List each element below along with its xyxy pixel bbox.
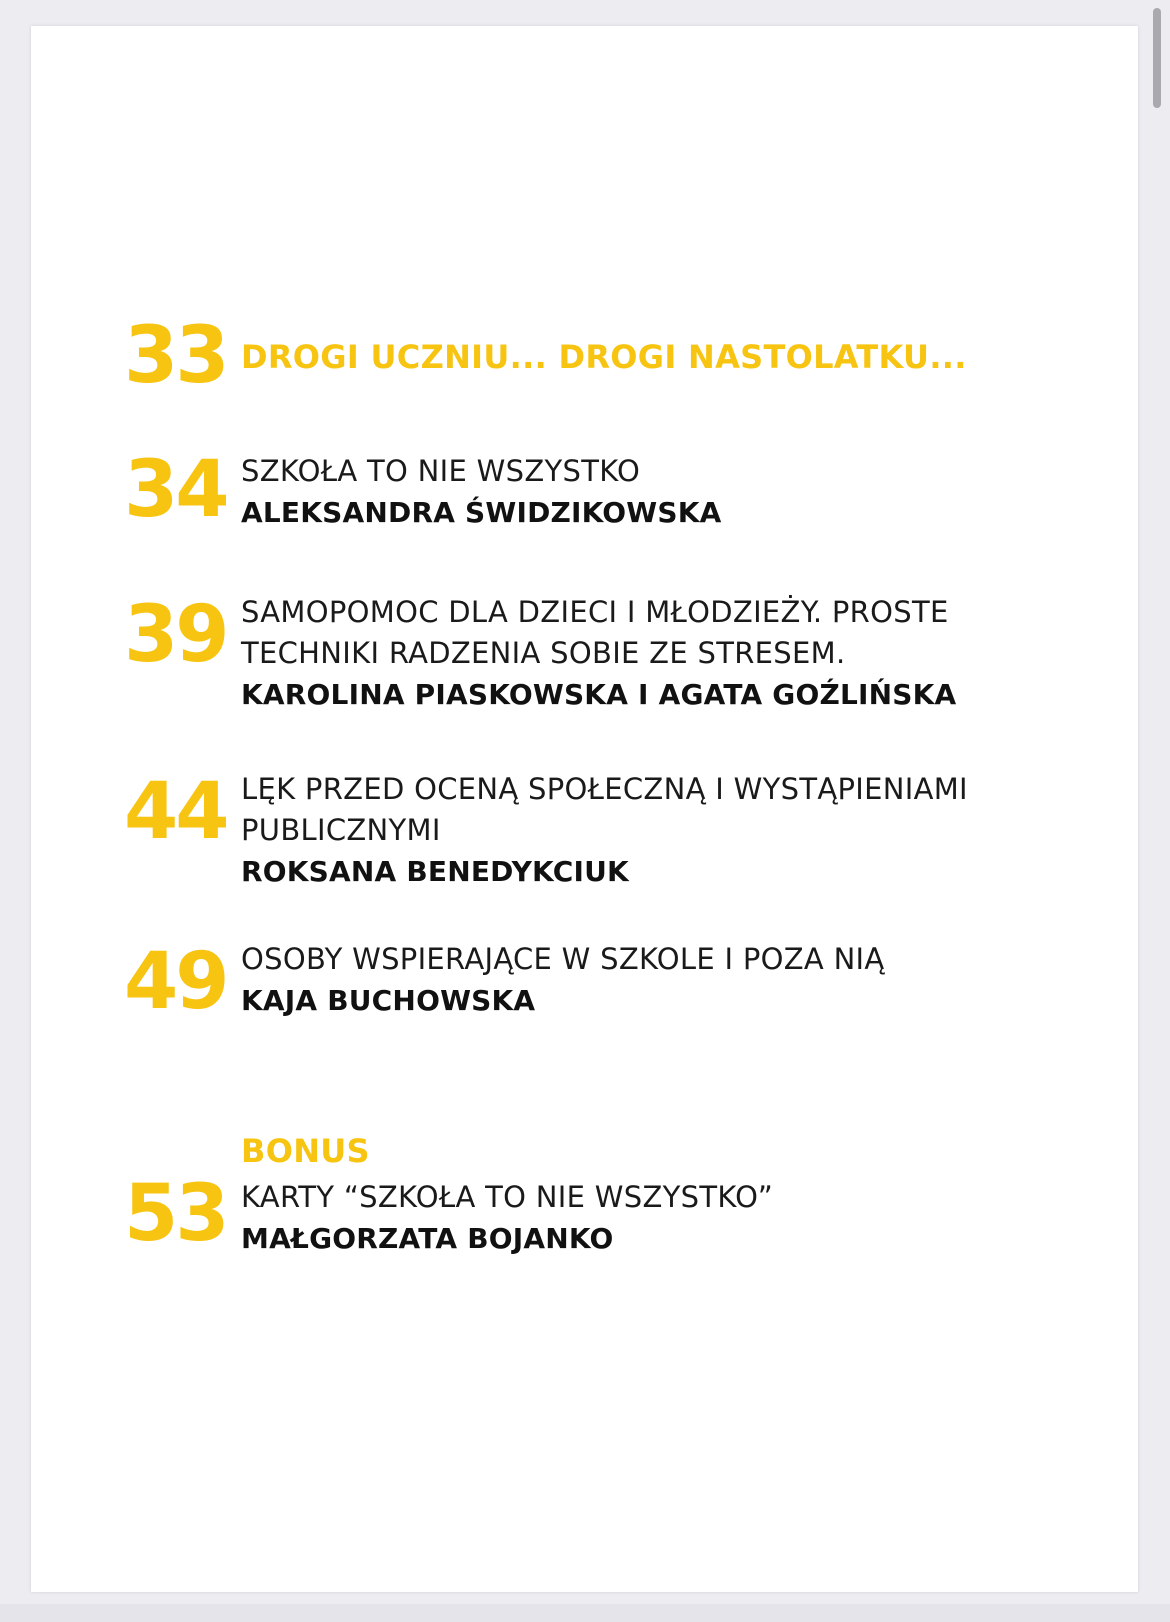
page-number: 39: [124, 590, 227, 680]
entry-author: KAROLINA PIASKOWSKA I AGATA GOŹLIŃSKA: [241, 678, 957, 711]
entry-title-line: SAMOPOMOC DLA DZIECI I MŁODZIEŻY. PROSTE: [241, 595, 949, 629]
bonus-label: BONUS: [241, 1132, 370, 1170]
entry-author: ROKSANA BENEDYKCIUK: [241, 855, 629, 888]
entry-title-line: PUBLICZNYMI: [241, 813, 441, 847]
intro-heading: DROGI UCZNIU... DROGI NASTOLATKU...: [241, 338, 967, 376]
toc-entry-text: [241, 769, 1041, 892]
page-number: 34: [124, 445, 227, 535]
entry-title-line: TECHNIKI RADZENIA SOBIE ZE STRESEM.: [241, 636, 846, 670]
page-number: 53: [124, 1169, 227, 1259]
toc-entry-text: [241, 451, 1041, 533]
entry-author: ALEKSANDRA ŚWIDZIKOWSKA: [241, 496, 722, 529]
entry-title-line: SZKOŁA TO NIE WSZYSTKO: [241, 454, 641, 488]
entry-title-line: LĘK PRZED OCENĄ SPOŁECZNĄ I WYSTĄPIENIAMI: [241, 772, 968, 806]
page-number: 33: [124, 311, 227, 401]
toc-entry-text: [241, 592, 1041, 715]
entry-title-line: KARTY “SZKOŁA TO NIE WSZYSTKO”: [241, 1180, 774, 1214]
toc-entry-text: [241, 338, 1041, 376]
entry-author: KAJA BUCHOWSKA: [241, 984, 536, 1017]
toc-entry-text: [241, 939, 1041, 1021]
page-number: 49: [124, 937, 227, 1027]
document-page: [31, 26, 1138, 1592]
page-number: 44: [124, 767, 227, 857]
scrollbar-thumb[interactable]: [1153, 8, 1161, 108]
next-page-edge: [0, 1604, 1170, 1622]
toc-entry-text: [241, 1177, 1041, 1259]
entry-title-line: OSOBY WSPIERAJĄCE W SZKOLE I POZA NIĄ: [241, 942, 885, 976]
entry-author: MAŁGORZATA BOJANKO: [241, 1222, 614, 1255]
